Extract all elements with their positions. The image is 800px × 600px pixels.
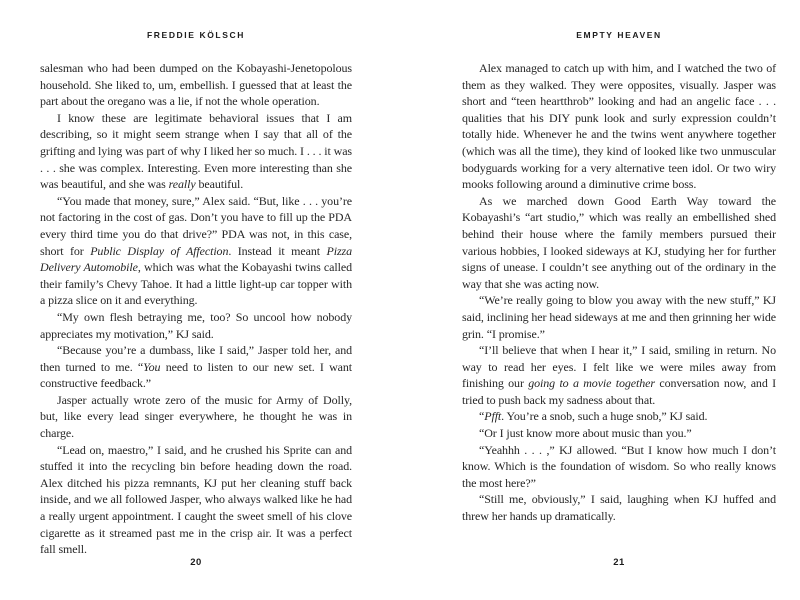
paragraph: “Pfft. You’re a snob, such a huge snob,” KJ said. [479, 409, 708, 424]
page-number-right: 21 [613, 557, 625, 568]
paragraph: “Or I just know more about music than you.” [479, 426, 692, 441]
paragraph: “My own flesh betraying me, too? So uncool how nobody appreciates my motivation,” KJ said. [40, 309, 352, 341]
paragraph: As we marched down Good Earth Way toward the Kobayashi’s “art studio,” which was really an embellished shed behind their house where the family members pursued their various hobbies, I looked sideways at KJ, studying her for further signs of unease. I couldn’t see anything out of the ordinary in the way that she was acting now. [462, 193, 776, 291]
paragraph: “Still me, obviously,” I said, laughing when KJ huffed and threw her hands up dramatically. [462, 492, 776, 524]
page-number-left: 20 [190, 557, 202, 568]
running-head-author: FREDDIE KÖLSCH [147, 30, 245, 40]
paragraph: “You made that money, sure,” Alex said. “But, like . . . you’re not factoring in the cost of gas. Don’t you have to fill up the PDA every third time you do that drive?” PDA was not, in this case, short for Public Display of Affection. Instead it meant Pizza Delivery Automobile, which was what the Kobayashi twins called their family’s Chevy Tahoe. It had a little light-up car topper with a pizza slice on it and everything. [40, 193, 352, 308]
paragraph: “We’re really going to blow you away with the new stuff,” KJ said, inclining her head sideways at me and then grinning her wide grin. “I promise.” [462, 293, 776, 341]
paragraph: “Lead on, maestro,” I said, and he crushed his Sprite can and stuffed it into the recycling bin before heading down the road. Alex ditched his pizza remnants, KJ put her cleaning stuff back inside, and we all followed Jasper, who always walked like he had a really urgent appointment. I caught the sweet smell of his clove cigarette as it streamed past me in the crisp air. It was a perfect fall smell. [40, 442, 352, 557]
page-text-left [40, 60, 352, 558]
paragraph: I know these are legitimate behavioral issues that I am describing, so it might seem strange when I say that all of the grifting and lying was part of why I liked her so much. I . . . it was . . . she was complex. Interesting. Even more interesting than she was beautiful, and she was really beautiful. [40, 110, 352, 192]
paragraph: Alex managed to catch up with him, and I watched the two of them as they walked. They were opposites, visually. Jasper was short and “teen heartthrob” looking and had an angelic face . . . qualities that his DIY punk look and surly expression couldn’t totally hide. Whenever he and the twins went anywhere together (which was all the time), they kind of looked like two unmuscular bodyguards working for a very alternative teen idol. Or two wiry mooks following around a diminutive crime boss. [462, 61, 776, 192]
paragraph: “Yeahhh . . . ,” KJ allowed. “But I know how much I don’t know. Which is the foundation of wisdom. So who really knows the most here?” [462, 442, 776, 490]
paragraph: “Because you’re a dumbass, like I said,” Jasper told her, and then turned to me. “You need to listen to our new set. I want constructive feedback.” [40, 343, 352, 391]
page-left [40, 0, 352, 600]
running-head-title: EMPTY HEAVEN [576, 30, 662, 40]
page-right [462, 0, 776, 600]
paragraph: Jasper actually wrote zero of the music for Army of Dolly, but, like every lead singer everywhere, he thought he was in charge. [40, 392, 352, 441]
paragraph: “I’ll believe that when I hear it,” I said, smiling in return. No way to read her eyes. I felt like we were miles away from finishing our going to a movie together conversation now, and I tried to push back my sadness about that. [462, 343, 777, 407]
paragraph: salesman who had been dumped on the Kobayashi-Jenetopolous household. She liked to, um, embellish. I guessed that at least the part about the oregano was a lie, if not the whole operation. [40, 61, 352, 109]
page-text-right [462, 60, 776, 525]
